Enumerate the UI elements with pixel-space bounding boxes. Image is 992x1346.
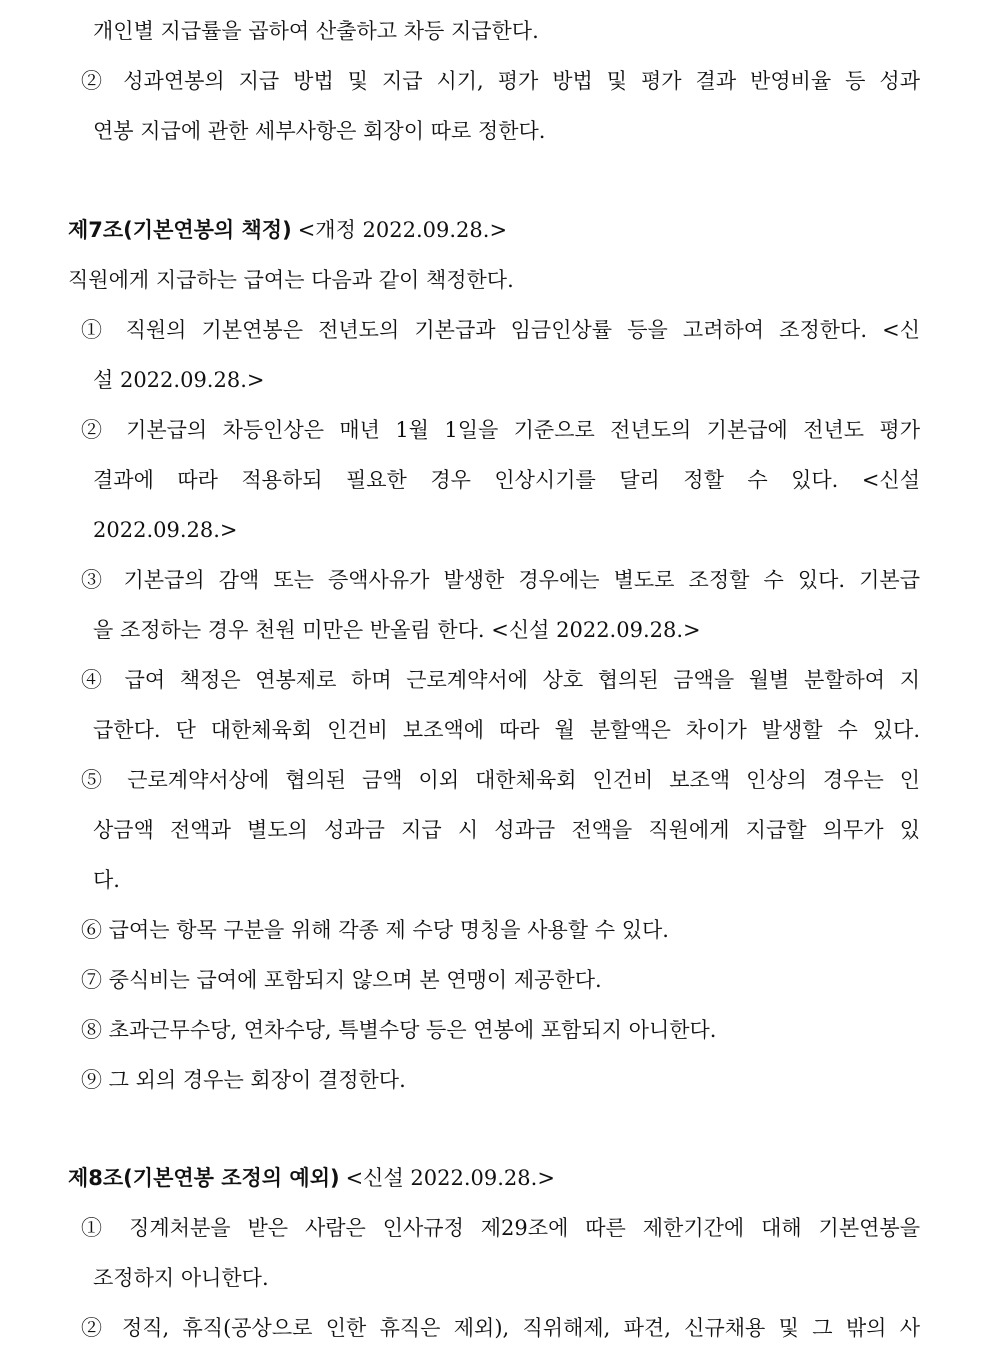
clause-line: ⑨ 그 외의 경우는 회장이 결정한다. <box>81 1068 406 1092</box>
clause-line: 조정하지 아니한다. <box>93 1266 269 1290</box>
clause-line: ⑥ 급여는 항목 구분을 위해 각종 제 수당 명칭을 사용할 수 있다. <box>81 918 669 942</box>
clause-line: ⑤ 근로계약서상에 협의된 금액 이외 대한체육회 인건비 보조액 인상의 경우는 인 <box>81 768 920 792</box>
clause-line: ① 직원의 기본연봉은 전년도의 기본급과 임금인상률 등을 고려하여 조정한다. <신 <box>81 318 920 342</box>
article-8-title: 제8조(기본연봉 조정의 예외) <box>68 1166 340 1190</box>
article-7-heading <box>68 215 507 245</box>
clause-line: 상금액 전액과 별도의 성과금 지급 시 성과금 전액을 직원에게 지급할 의무가 있 <box>93 818 920 842</box>
article-8-amendment-note: <신설 2022.09.28.> <box>345 1166 555 1190</box>
article-7-intro: 직원에게 지급하는 급여는 다음과 같이 책정한다. <box>68 268 514 292</box>
clause-line: ① 징계처분을 받은 사람은 인사규정 제29조에 따른 제한기간에 대해 기본연봉을 <box>81 1216 920 1240</box>
clause-line: ⑧ 초과근무수당, 연차수당, 특별수당 등은 연봉에 포함되지 아니한다. <box>81 1018 717 1042</box>
article-7-title: 제7조(기본연봉의 책정) <box>68 218 292 242</box>
clause-line: ⑦ 중식비는 급여에 포함되지 않으며 본 연맹이 제공한다. <box>81 968 602 992</box>
clause-line: ③ 기본급의 감액 또는 증액사유가 발생한 경우에는 별도로 조정할 수 있다. 기본급 <box>81 568 920 592</box>
clause-line: 다. <box>93 868 120 892</box>
clause-line: 을 조정하는 경우 천원 미만은 반올림 한다. <신설 2022.09.28.> <box>93 618 701 642</box>
article-8-heading <box>68 1163 555 1193</box>
clause-line: ② 기본급의 차등인상은 매년 1월 1일을 기준으로 전년도의 기본급에 전년도 평가 <box>81 418 920 442</box>
clause-line: 설 2022.09.28.> <box>93 368 265 392</box>
paragraph-line: 개인별 지급률을 곱하여 산출하고 차등 지급한다. <box>93 19 539 43</box>
clause-line: 결과에 따라 적용하되 필요한 경우 인상시기를 달리 정할 수 있다. <신설 <box>93 468 920 492</box>
clause-line: 급한다. 단 대한체육회 인건비 보조액에 따라 월 분할액은 차이가 발생할 수 있다. <box>93 718 920 742</box>
clause-line: ④ 급여 책정은 연봉제로 하며 근로계약서에 상호 협의된 금액을 월별 분할하여 지 <box>81 668 920 692</box>
article-7-amendment-note: <개정 2022.09.28.> <box>297 218 508 242</box>
paragraph-line: ② 성과연봉의 지급 방법 및 지급 시기, 평가 방법 및 평가 결과 반영비율 등 성과 <box>81 69 920 93</box>
clause-line: ② 정직, 휴직(공상으로 인한 휴직은 제외), 직위해제, 파견, 신규채용 및 그 밖의 사 <box>81 1316 920 1340</box>
clause-line: 2022.09.28.> <box>93 518 238 542</box>
paragraph-line: 연봉 지급에 관한 세부사항은 회장이 따로 정한다. <box>93 119 546 143</box>
